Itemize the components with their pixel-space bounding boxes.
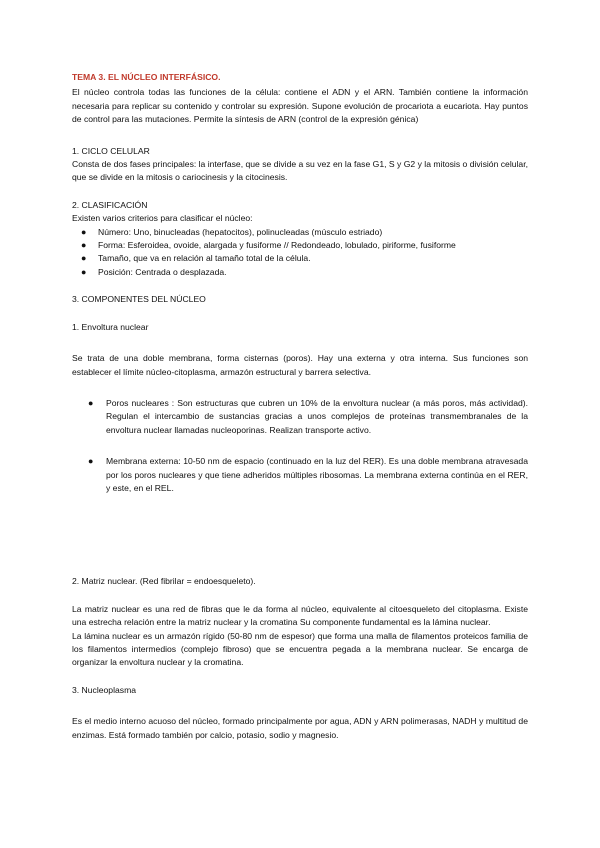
envelope-list	[72, 397, 528, 495]
bullet-icon: ●	[88, 456, 94, 467]
subsection-3-heading: 3. Nucleoplasma	[72, 684, 137, 695]
subsection-2-text-2: La lámina nuclear es un armazón rígido (50-80 nm de espesor) que forma una malla de filamentos proteicos familia de los filamentos intermedios (complejo fibroso) que se encuentra pegada a la membrana nuclear. Se encarga de organizar la envoltura nuclear y la cromatina.	[72, 630, 528, 668]
subsection-2-text-1: La matriz nuclear es una red de fibras que le da forma al núcleo, equivalente al citoesqueleto del citoplasma. Existe una estrecha relación entre la matriz nuclear y la cromatina Su componente fundamental es la lámina nuclear.	[72, 603, 528, 628]
subsection-3-text: Es el medio interno acuoso del núcleo, formado principalmente por agua, ADN y ARN polimerasas, NADH y multitud de enzimas. Está formado también por calcio, potasio, sodio y magnesio.	[72, 716, 528, 740]
classification-list	[72, 226, 528, 280]
section-3-heading: 3. COMPONENTES DEL NÚCLEO	[72, 294, 206, 305]
bullet-icon: ●	[81, 226, 87, 237]
subsection-1-heading: 1. Envoltura nuclear	[72, 321, 149, 332]
list-item: ● Número: Uno, binucleadas (hepatocitos), polinucleadas (músculo estriado)	[72, 226, 528, 239]
bullet-icon: ●	[81, 253, 87, 264]
subsection-2-heading: 2. Matriz nuclear. (Red fibrilar = endoesqueleto).	[72, 576, 256, 587]
section-2-intro: Existen varios criterios para clasificar el núcleo:	[72, 213, 253, 224]
list-item: ● Membrana externa: 10-50 nm de espacio (continuado en la luz del RER). Es una doble membrana atravesada por los poros nucleares y que tiene adheridos múltiples ribosomas. La membrana externa continúa en el RER, y este, en el REL.	[88, 456, 528, 493]
intro-paragraph: El núcleo controla todas las funciones de la célula: contiene el ADN y el ARN. También contiene la información necesaria para replicar su contenido y controlar su expresión. Supone evolución de procariota a eucariota. Hay puntos de control para las mutaciones. Permite la síntesis de ARN (control de la expresión génica)	[72, 87, 528, 125]
bullet-icon: ●	[88, 397, 94, 408]
section-2-heading: 2. CLASIFICACIÓN	[72, 199, 148, 210]
section-1-heading: 1. CICLO CELULAR	[72, 145, 150, 156]
bullet-icon: ●	[81, 266, 87, 277]
list-item: ● Forma: Esferoidea, ovoide, alargada y fusiforme // Redondeado, lobulado, piriforme, fusiforme	[72, 239, 528, 252]
list-item: ● Poros nucleares : Son estructuras que cubren un 10% de la envoltura nuclear (a más poros, más actividad). Regulan el intercambio de sustancias gracias a unos complejos de proteínas transmembranales de la envoltura nuclear llamadas nucleoporinas. Realizan transporte activo.	[88, 397, 528, 435]
doc-title: TEMA 3. EL NÚCLEO INTERFÁSICO.	[72, 72, 221, 82]
subsection-1-text: Se trata de una doble membrana, forma cisternas (poros). Hay una externa y otra interna. Sus funciones son establecer el límite núcleo-citoplasma, armazón estructural y barrera selectiva.	[72, 353, 528, 377]
bullet-icon: ●	[81, 240, 87, 251]
section-1-text: Consta de dos fases principales: la interfase, que se divide a su vez en la fase G1, S y G2 y la mitosis o división celular, que se divide en la mitosis o cariocinesis y la citocinesis.	[72, 159, 528, 183]
list-item: ● Posición: Centrada o desplazada.	[72, 266, 528, 279]
list-item: ● Tamaño, que va en relación al tamaño total de la célula.	[72, 252, 528, 265]
